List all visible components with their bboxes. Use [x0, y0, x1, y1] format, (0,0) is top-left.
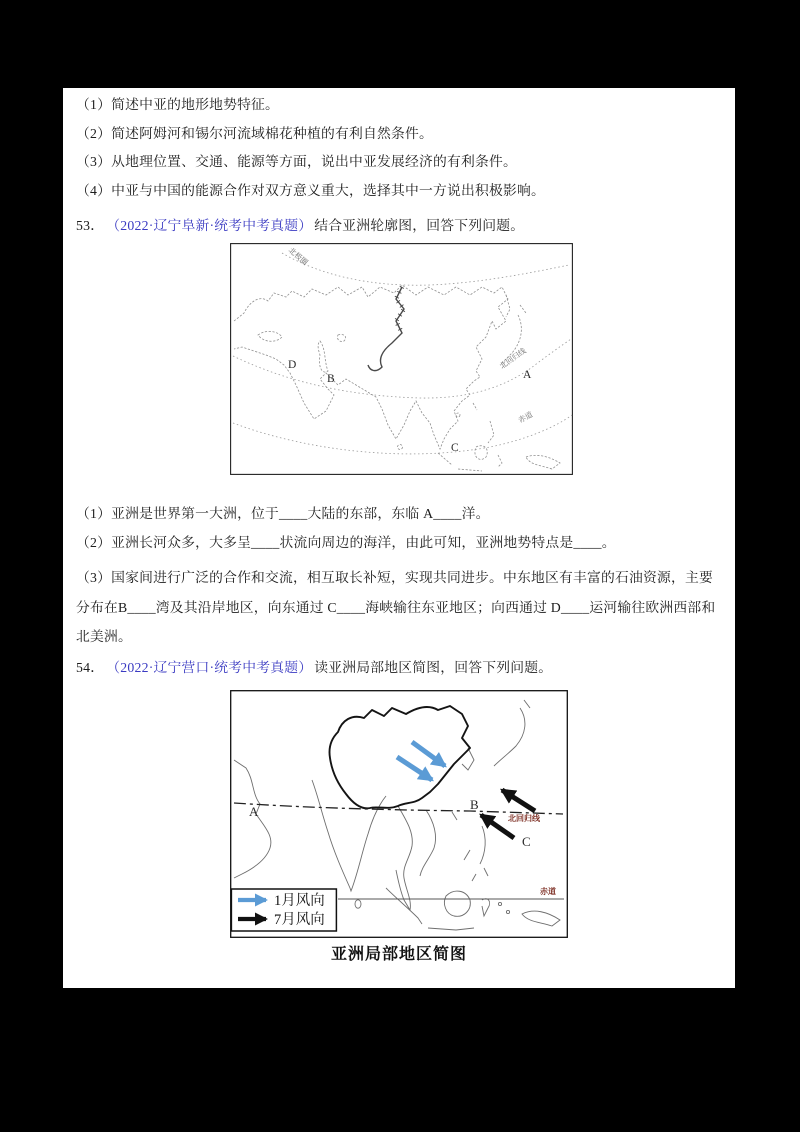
question-sub-item: （1）亚洲是世界第一大洲，位于____大陆的东部，东临 A____洋。	[76, 506, 490, 521]
equator-label: 赤道	[516, 409, 535, 425]
map-label-D: D	[288, 359, 297, 371]
question-stem: 读亚洲局部地区简图，回答下列问题。	[314, 660, 553, 675]
map-label-B: B	[470, 797, 479, 812]
asia-outline-map	[230, 243, 573, 475]
question-sub-item: （4）中亚与中国的能源合作对双方意义重大，选择其中一方说出积极影响。	[76, 183, 545, 198]
arctic-circle-label: 北极圈	[286, 245, 310, 267]
map-label-C: C	[522, 834, 531, 849]
question-stem: 结合亚洲轮廓图，回答下列问题。	[314, 218, 525, 233]
map-label-A: A	[249, 804, 259, 819]
question-54-heading	[76, 658, 552, 677]
asia-outline-map-svg	[230, 243, 573, 475]
tropic-of-cancer-label: 北回归线	[508, 814, 540, 823]
question-source: （2022·辽宁营口·统考中考真题）	[113, 660, 313, 675]
question-sub-item: 北美洲。	[76, 629, 132, 644]
question-sub-item: （3）从地理位置、交通、能源等方面，说出中亚发展经济的有利条件。	[76, 154, 517, 169]
equator-label: 赤道	[540, 887, 556, 896]
legend-january-label: 1月风向	[274, 893, 325, 909]
map-legend	[231, 889, 336, 931]
question-sub-item: 分布在B____湾及其沿岸地区，向东通过 C____海峡输往东亚地区；向西通过 D____运河输往欧洲西部和	[76, 600, 716, 615]
question-sub-item: （2）简述阿姆河和锡尔河流域棉花种植的有利自然条件。	[76, 126, 434, 141]
question-number: 54．	[76, 660, 105, 675]
question-source: （2022·辽宁阜新·统考中考真题）	[113, 218, 313, 233]
question-sub-item: （3）国家间进行广泛的合作和交流，相互取长补短，实现共同进步。中东地区有丰富的石油资源，主要	[76, 570, 713, 585]
question-number: 53．	[76, 218, 105, 233]
map-label-C: C	[451, 442, 459, 454]
figure-caption: 亚洲局部地区简图	[330, 946, 467, 963]
map-border	[231, 244, 573, 475]
asia-partial-map	[230, 690, 568, 964]
asia-partial-map-svg	[230, 690, 568, 938]
tropic-of-cancer-label: 北回归线	[497, 346, 528, 371]
legend-july-label: 7月风向	[274, 912, 325, 928]
document-page	[63, 88, 735, 988]
question-sub-item: （2）亚洲长河众多，大多呈____状流向周边的海洋，由此可知，亚洲地势特点是____。	[76, 535, 616, 550]
question-53-heading	[76, 216, 524, 235]
question-sub-item: （1）简述中亚的地形地势特征。	[76, 97, 280, 112]
map-label-B: B	[327, 373, 335, 385]
map-label-A: A	[523, 369, 532, 381]
